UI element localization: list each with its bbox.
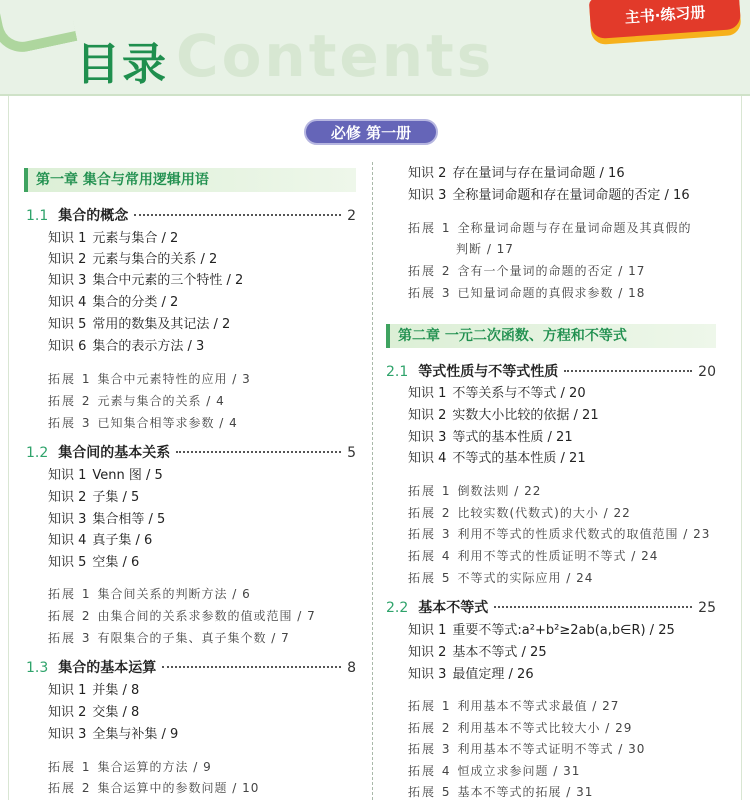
item-label: 知识 3: [48, 512, 87, 527]
ext-text: 基本不等式的拓展 / 31: [457, 785, 594, 799]
ext-text: 集合中元素特性的应用 / 3: [97, 372, 251, 386]
ext-label: 拓展 2: [48, 781, 92, 795]
section-page: 20: [698, 364, 716, 380]
item-text: 空集 / 6: [92, 555, 140, 570]
item-label: 知识 4: [48, 533, 87, 548]
item-label: 知识 2: [408, 408, 447, 423]
item-label: 知识 3: [408, 430, 447, 445]
list-item[interactable]: [408, 166, 625, 182]
section-2-1[interactable]: [386, 362, 716, 382]
column-divider: [372, 162, 373, 800]
ext-text: 利用基本不等式求最值 / 27: [457, 699, 620, 713]
item-text: 元素与集合的关系 / 2: [92, 252, 218, 267]
section-2-2[interactable]: [386, 598, 716, 618]
list-item[interactable]: [408, 667, 534, 683]
ext-text: 含有一个量词的命题的否定 / 17: [457, 264, 646, 278]
ext-text: 已知集合相等求参数 / 4: [97, 416, 238, 430]
leader-dots: [176, 451, 341, 453]
ext-label: 拓展 5: [408, 785, 452, 799]
extension-item[interactable]: [408, 285, 645, 301]
section-name: 集合的基本运算: [58, 660, 157, 676]
item-label: 知识 2: [48, 252, 87, 267]
ext-label: 拓展 3: [408, 527, 452, 541]
item-text: 集合中元素的三个特性 / 2: [92, 273, 244, 288]
section-1-3[interactable]: [26, 658, 356, 678]
ext-text: 集合间关系的判断方法 / 6: [97, 587, 251, 601]
ext-label: 拓展 2: [408, 506, 452, 520]
item-label: 知识 3: [48, 273, 87, 288]
list-item[interactable]: [408, 408, 599, 424]
section-number: 1.3: [26, 660, 49, 676]
leader-dots: [162, 666, 341, 668]
extension-item[interactable]: [408, 784, 593, 800]
item-label: 知识 4: [48, 295, 87, 310]
chapter-2-heading: 第二章 一元二次函数、方程和不等式: [386, 324, 716, 348]
section-name: 集合间的基本关系: [58, 445, 171, 461]
item-label: 知识 4: [408, 451, 447, 466]
leader-dots: [494, 606, 692, 608]
list-item[interactable]: [48, 512, 165, 528]
leader-dots: [134, 214, 341, 216]
item-label: 知识 1: [48, 683, 87, 698]
extension-item[interactable]: [408, 720, 632, 736]
ext-text: 全称量词命题与存在量词命题及其真假的: [457, 221, 692, 235]
item-text: 元素与集合 / 2: [92, 231, 179, 246]
extension-item[interactable]: [408, 526, 710, 542]
extension-item[interactable]: [48, 608, 316, 624]
extension-item[interactable]: [408, 698, 619, 714]
ext-label: 拓展 4: [408, 764, 452, 778]
ext-label: 拓展 1: [48, 760, 92, 774]
item-label: 知识 1: [48, 468, 87, 483]
section-page: 25: [698, 600, 716, 616]
list-item[interactable]: [48, 317, 230, 333]
ext-label: 拓展 2: [48, 609, 92, 623]
list-item[interactable]: [408, 623, 675, 639]
list-item[interactable]: [408, 645, 547, 661]
item-text: 集合的分类 / 2: [92, 295, 179, 310]
item-label: 知识 3: [48, 727, 87, 742]
list-item[interactable]: [48, 533, 152, 549]
item-text: 集合相等 / 5: [92, 512, 166, 527]
extension-item[interactable]: [48, 586, 251, 602]
item-text: 实数大小比较的依据 / 21: [452, 408, 599, 423]
ext-text: 利用不等式的性质求代数式的取值范围 / 23: [457, 527, 711, 541]
list-item[interactable]: [48, 555, 139, 571]
ext-label: 拓展 1: [408, 221, 452, 235]
ext-text: 元素与集合的关系 / 4: [97, 394, 225, 408]
section-number: 2.1: [386, 364, 409, 380]
list-item[interactable]: [48, 727, 178, 743]
item-label: 知识 6: [48, 339, 87, 354]
item-text: 基本不等式 / 25: [452, 645, 547, 660]
ext-label: 拓展 1: [408, 484, 452, 498]
ext-text: 有限集合的子集、真子集个数 / 7: [97, 631, 290, 645]
list-item[interactable]: [48, 683, 139, 699]
list-item[interactable]: [48, 339, 204, 355]
section-number: 1.2: [26, 445, 49, 461]
ext-text: 不等式的实际应用 / 24: [457, 571, 594, 585]
extension-item[interactable]: [408, 763, 580, 779]
ext-label: 拓展 1: [48, 372, 92, 386]
item-text: 等式的基本性质 / 21: [452, 430, 573, 445]
ext-label: 拓展 3: [408, 286, 452, 300]
header-banner: [0, 0, 750, 96]
volume-pill: 必修 第一册: [304, 119, 438, 145]
list-item[interactable]: [408, 386, 586, 402]
list-item[interactable]: [408, 188, 690, 204]
page-title: 目录: [76, 39, 168, 90]
list-item[interactable]: [408, 451, 586, 467]
list-item[interactable]: [48, 252, 217, 268]
list-item[interactable]: [48, 490, 139, 506]
ext-label: 拓展 1: [408, 699, 452, 713]
item-text: 真子集 / 6: [92, 533, 153, 548]
leader-dots: [564, 370, 692, 372]
ext-label: 拓展 4: [408, 549, 452, 563]
ext-text: 利用基本不等式比较大小 / 29: [457, 721, 633, 735]
section-name: 等式性质与不等式性质: [418, 364, 559, 380]
item-text: 集合的表示方法 / 3: [92, 339, 205, 354]
ext-text: 利用基本不等式证明不等式 / 30: [457, 742, 646, 756]
title-english: Contents: [176, 22, 495, 90]
item-label: 知识 3: [408, 188, 447, 203]
badge-label: 主书·练习册: [624, 2, 706, 27]
section-page: 5: [347, 445, 356, 461]
chapter-1-heading: 第一章 集合与常用逻辑用语: [24, 168, 356, 192]
ext-label: 拓展 5: [408, 571, 452, 585]
book-badge: [589, 0, 741, 39]
list-item[interactable]: [48, 231, 178, 247]
extension-item[interactable]: [48, 630, 290, 646]
item-label: 知识 3: [408, 667, 447, 682]
ext-text: 恒成立求参问题 / 31: [457, 764, 581, 778]
item-text: 并集 / 8: [92, 683, 140, 698]
section-name: 集合的概念: [58, 208, 129, 224]
ext-text: 利用不等式的性质证明不等式 / 24: [457, 549, 659, 563]
extension-item[interactable]: [408, 505, 631, 521]
item-label: 知识 2: [48, 705, 87, 720]
item-text: 不等关系与不等式 / 20: [452, 386, 586, 401]
list-item[interactable]: [408, 430, 573, 446]
ext-text: 已知量词命题的真假求参数 / 18: [457, 286, 646, 300]
extension-item[interactable]: [408, 548, 658, 564]
ext-text: 倒数法则 / 22: [457, 484, 542, 498]
list-item[interactable]: [48, 468, 163, 484]
extension-item[interactable]: [408, 570, 593, 586]
extension-item[interactable]: [408, 483, 541, 499]
extension-item[interactable]: [408, 220, 691, 236]
section-page: 8: [347, 660, 356, 676]
ext-text: 集合运算的方法 / 9: [97, 760, 212, 774]
item-label: 知识 5: [48, 555, 87, 570]
item-text: 全称量词命题和存在量词命题的否定 / 16: [452, 188, 690, 203]
section-name: 基本不等式: [418, 600, 489, 616]
item-text: Venn 图 / 5: [92, 468, 163, 483]
extension-item[interactable]: [48, 393, 225, 409]
section-1-1[interactable]: [26, 206, 356, 226]
ext-label: 拓展 3: [408, 742, 452, 756]
section-number: 1.1: [26, 208, 49, 224]
ext-label: 拓展 2: [408, 721, 452, 735]
ext-label: 拓展 2: [48, 394, 92, 408]
item-label: 知识 2: [48, 490, 87, 505]
item-label: 知识 2: [408, 166, 447, 181]
item-text: 子集 / 5: [92, 490, 140, 505]
section-1-2[interactable]: [26, 443, 356, 463]
item-text: 常用的数集及其记法 / 2: [92, 317, 231, 332]
ext-label: 拓展 2: [408, 264, 452, 278]
extension-item[interactable]: [48, 371, 251, 387]
item-label: 知识 2: [408, 645, 447, 660]
ext-label: 拓展 3: [48, 631, 92, 645]
decorative-swoosh-icon: [0, 0, 77, 57]
item-text: 最值定理 / 26: [452, 667, 534, 682]
ext-label: 拓展 1: [48, 587, 92, 601]
ext-text: 由集合间的关系求参数的值或范围 / 7: [97, 609, 316, 623]
item-label: 知识 1: [48, 231, 87, 246]
extension-item[interactable]: [48, 415, 238, 431]
extension-item-continuation: 判断 / 17: [456, 242, 514, 256]
item-label: 知识 1: [408, 623, 447, 638]
item-text: 全集与补集 / 9: [92, 727, 179, 742]
item-text: 存在量词与存在量词命题 / 16: [452, 166, 625, 181]
list-item[interactable]: [48, 273, 243, 289]
extension-item[interactable]: [48, 780, 259, 796]
ext-text: 集合运算中的参数问题 / 10: [97, 781, 260, 795]
list-item[interactable]: [48, 295, 178, 311]
list-item[interactable]: [48, 705, 139, 721]
extension-item[interactable]: [48, 759, 212, 775]
section-number: 2.2: [386, 600, 409, 616]
extension-item[interactable]: [408, 263, 645, 279]
extension-item[interactable]: [408, 741, 645, 757]
item-text: 交集 / 8: [92, 705, 140, 720]
item-label: 知识 5: [48, 317, 87, 332]
item-text: 不等式的基本性质 / 21: [452, 451, 586, 466]
section-page: 2: [347, 208, 356, 224]
item-label: 知识 1: [408, 386, 447, 401]
ext-label: 拓展 3: [48, 416, 92, 430]
item-text: 重要不等式:a²+b²≥2ab(a,b∈R) / 25: [452, 623, 675, 638]
ext-text: 比较实数(代数式)的大小 / 22: [457, 506, 631, 520]
